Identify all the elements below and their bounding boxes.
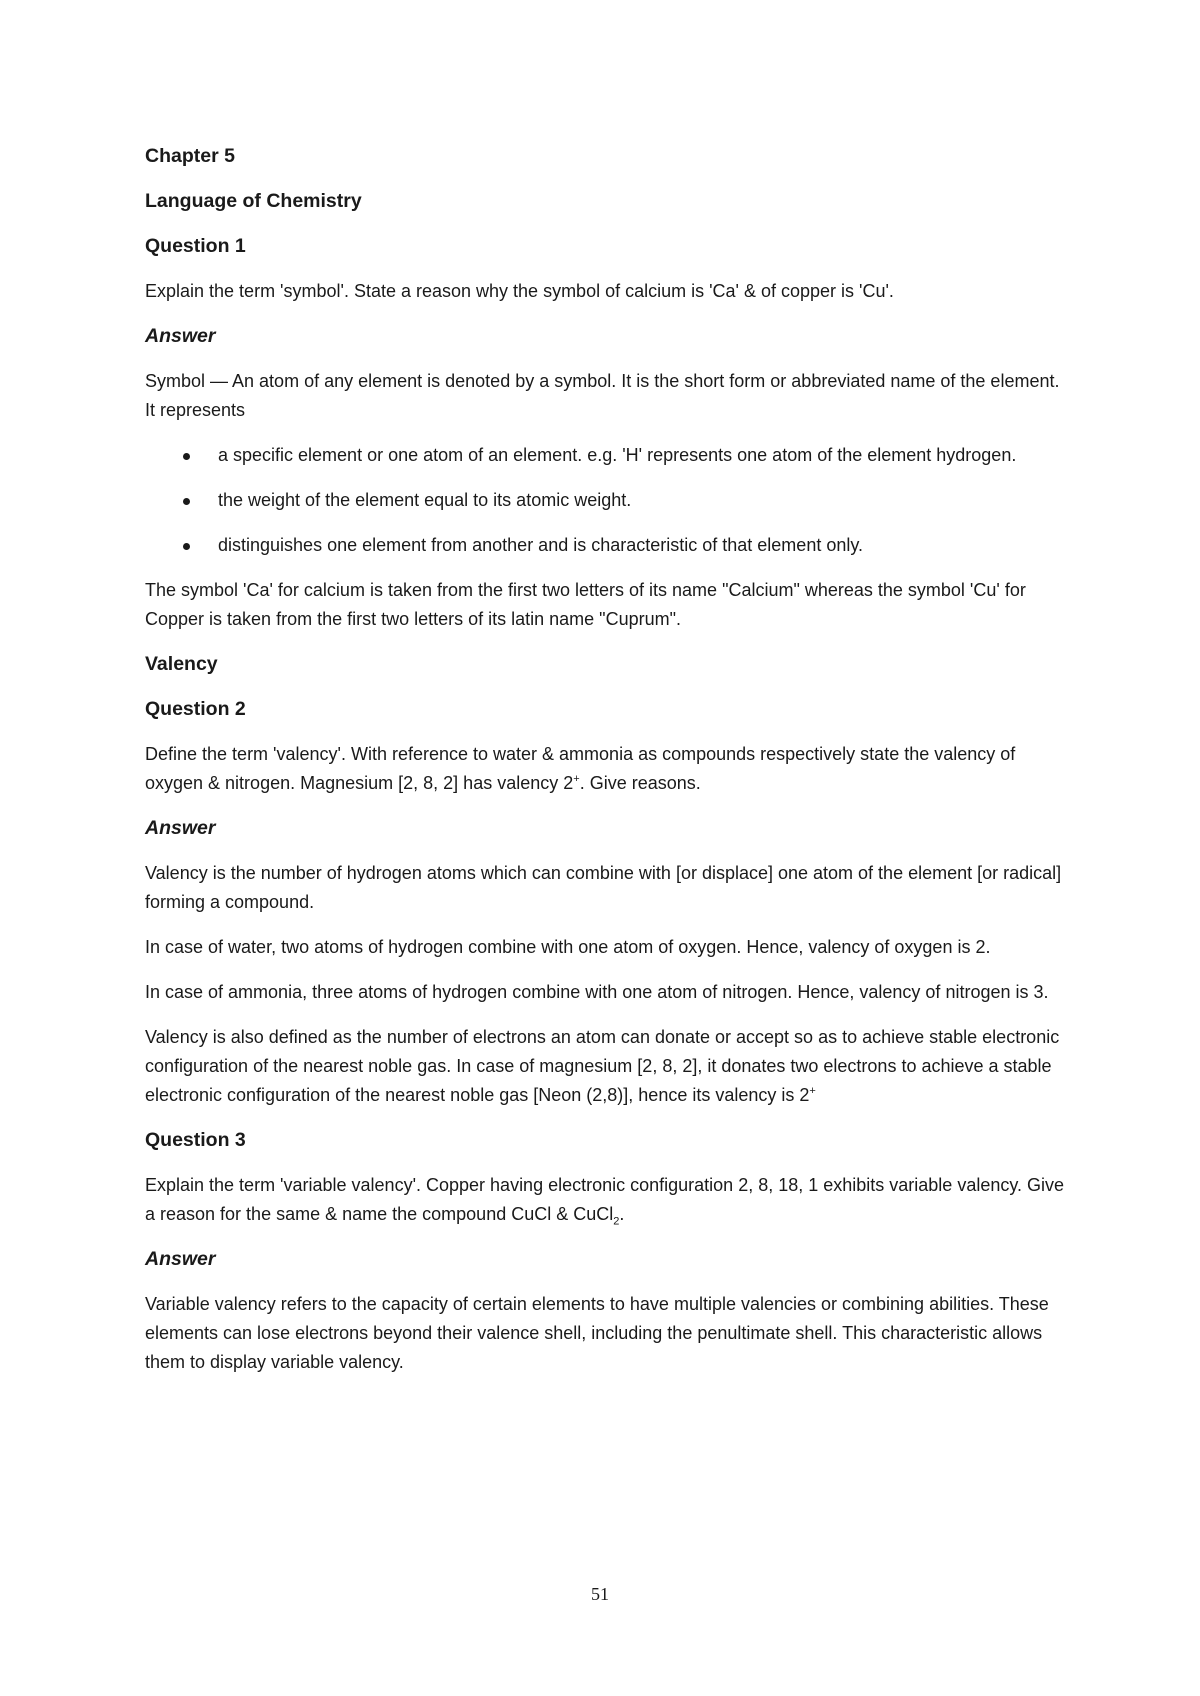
answer-1-label: Answer <box>145 325 216 347</box>
bullet-icon <box>183 543 190 550</box>
answer-1-bullet-list <box>145 441 1070 560</box>
question-1-title: Question 1 <box>145 235 246 257</box>
answer-1-intro: Symbol — An atom of any element is denoted by a symbol. It is the short form or abbreviated name of the element. It represents <box>145 371 1060 420</box>
answer-2-paragraph-1: Valency is the number of hydrogen atoms which can combine with [or displace] one atom of the element [or radical] forming a compound. <box>145 863 1062 912</box>
bullet-icon <box>183 453 190 460</box>
question-3-title: Question 3 <box>145 1129 246 1151</box>
question-2-text: Define the term 'valency'. With reference to water & ammonia as compounds respectively state the valency of oxygen & nitrogen. Magnesium [2, 8, 2] has valency 2+. Give reasons. <box>145 744 1016 793</box>
question-3-text: Explain the term 'variable valency'. Copper having electronic configuration 2, 8, 18, 1 exhibits variable valency. Give a reason for the same & name the compound CuCl & CuCl$_2$. <box>145 1175 1065 1228</box>
answer-2-label: Answer <box>145 817 216 839</box>
answer-2-paragraph-4: Valency is also defined as the number of electrons an atom can donate or accept so as to achieve stable electronic configuration of the nearest noble gas. In case of magnesium [2, 8, 2], it donates two electrons to achieve a stable electronic configuration of the nearest noble gas [Neon (2,8)], hence its valency is 2+ <box>145 1027 1060 1105</box>
question-1-text: Explain the term 'symbol'. State a reason why the symbol of calcium is 'Ca' & of copper is 'Cu'. <box>145 281 894 301</box>
list-item: the weight of the element equal to its atomic weight. <box>145 486 1070 515</box>
section-valency-heading: Valency <box>145 653 218 675</box>
page-number: 51 <box>591 1584 609 1604</box>
answer-3-paragraph-1: Variable valency refers to the capacity of certain elements to have multiple valencies or combining abilities. These elements can lose electrons beyond their valence shell, including the penultimate shell. This characteristic allows them to display variable valency. <box>145 1294 1049 1372</box>
chapter-title: Language of Chemistry <box>145 190 362 212</box>
list-item: distinguishes one element from another and is characteristic of that element only. <box>145 531 1070 560</box>
answer-1-outro: The symbol 'Ca' for calcium is taken from the first two letters of its name "Calcium" whereas the symbol 'Cu' for Copper is taken from the first two letters of its latin name "Cuprum". <box>145 580 1026 629</box>
list-item: a specific element or one atom of an element. e.g. 'H' represents one atom of the element hydrogen. <box>145 441 1070 470</box>
bullet-icon <box>183 498 190 505</box>
chapter-number: Chapter 5 <box>145 145 235 167</box>
answer-2-paragraph-3: In case of ammonia, three atoms of hydrogen combine with one atom of nitrogen. Hence, valency of nitrogen is 3. <box>145 982 1049 1002</box>
answer-3-label: Answer <box>145 1248 216 1270</box>
answer-2-paragraph-2: In case of water, two atoms of hydrogen combine with one atom of oxygen. Hence, valency of oxygen is 2. <box>145 937 991 957</box>
question-2-title: Question 2 <box>145 698 246 720</box>
document-page <box>145 142 1070 1393</box>
